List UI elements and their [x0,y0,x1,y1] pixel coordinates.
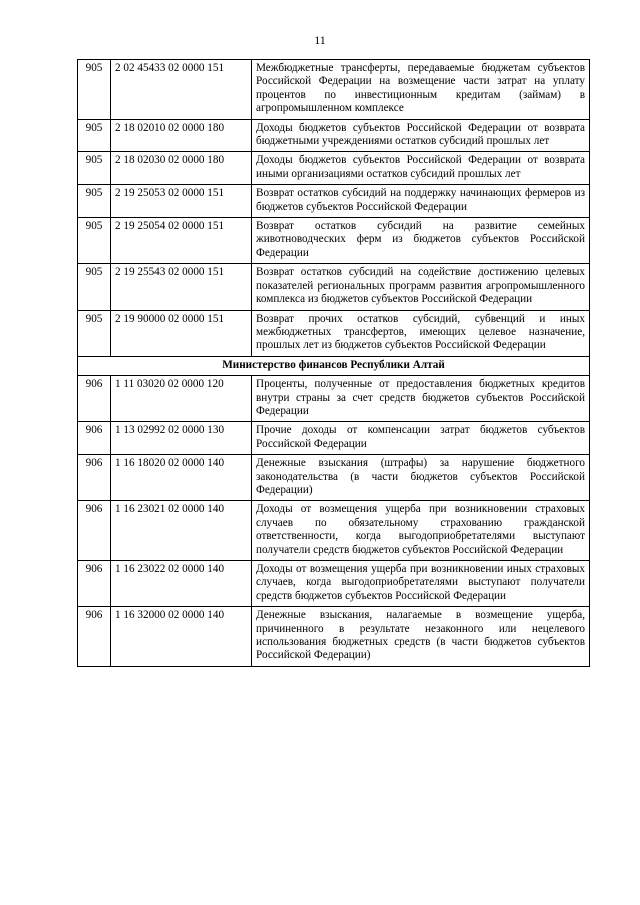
table-row [78,455,590,501]
table-row [78,607,590,667]
table-row [78,422,590,455]
description-cell: Возврат остатков субсидий на поддержку начинающих фермеров из бюджетов субъектов Российской Федерации [252,185,590,218]
admin-code-cell: 906 [78,422,111,455]
description-cell: Прочие доходы от компенсации затрат бюджетов субъектов Российской Федерации [252,422,590,455]
admin-code-cell: 905 [78,218,111,264]
budget-code-cell: 2 19 90000 02 0000 151 [111,310,252,356]
budget-code-cell: 2 18 02010 02 0000 180 [111,119,252,152]
description-cell: Проценты, полученные от предоставления бюджетных кредитов внутри страны за счет средств бюджетов субъектов Российской Федерации [252,376,590,422]
admin-code-cell: 906 [78,455,111,501]
description-cell: Доходы от возмещения ущерба при возникновении страховых случаев по обязательному страхованию гражданской ответственности, когда выгодоприобретателями выступают получатели средств бюджетов субъектов Российской Федерации [252,501,590,561]
admin-code-cell: 906 [78,607,111,667]
budget-code-cell: 1 11 03020 02 0000 120 [111,376,252,422]
table-row [78,501,590,561]
table-row [78,152,590,185]
section-heading: Министерство финансов Республики Алтай [78,356,590,375]
table-row [78,218,590,264]
table-row [78,60,590,120]
table-row [78,119,590,152]
table-row [78,310,590,356]
admin-code-cell: 906 [78,376,111,422]
table-row [78,264,590,310]
budget-classification-table [77,59,590,667]
section-row [78,356,590,375]
description-cell: Денежные взыскания (штрафы) за нарушение бюджетного законодательства (в части бюджетов субъектов Российской Федерации) [252,455,590,501]
admin-code-cell: 906 [78,561,111,607]
budget-code-cell: 1 16 23022 02 0000 140 [111,561,252,607]
budget-code-cell: 2 18 02030 02 0000 180 [111,152,252,185]
description-cell: Доходы от возмещения ущерба при возникновении иных страховых случаев, когда выгодоприобретателями выступают получатели средств бюджетов субъектов Российской Федерации [252,561,590,607]
budget-code-cell: 2 19 25054 02 0000 151 [111,218,252,264]
admin-code-cell: 905 [78,310,111,356]
budget-code-cell: 1 16 23021 02 0000 140 [111,501,252,561]
table-row [78,185,590,218]
admin-code-cell: 905 [78,119,111,152]
admin-code-cell: 905 [78,60,111,120]
description-cell: Возврат прочих остатков субсидий, субвенций и иных межбюджетных трансфертов, имеющих целевое назначение, прошлых лет из бюджетов субъектов Российской Федерации [252,310,590,356]
description-cell: Денежные взыскания, налагаемые в возмещение ущерба, причиненного в результате незаконного или нецелевого использования бюджетных средств (в части бюджетов субъектов Российской Федерации) [252,607,590,667]
description-cell: Возврат остатков субсидий на содействие достижению целевых показателей региональных программ развития агропромышленного комплекса из бюджетов субъектов Российской Федерации [252,264,590,310]
table-row [78,561,590,607]
budget-code-cell: 2 02 45433 02 0000 151 [111,60,252,120]
description-cell: Доходы бюджетов субъектов Российской Федерации от возврата иными организациями остатков субсидий прошлых лет [252,152,590,185]
budget-code-cell: 1 13 02992 02 0000 130 [111,422,252,455]
budget-code-cell: 2 19 25543 02 0000 151 [111,264,252,310]
budget-code-cell: 2 19 25053 02 0000 151 [111,185,252,218]
budget-code-cell: 1 16 32000 02 0000 140 [111,607,252,667]
table-row [78,376,590,422]
budget-code-cell: 1 16 18020 02 0000 140 [111,455,252,501]
page-number: 11 [314,33,326,47]
admin-code-cell: 905 [78,264,111,310]
admin-code-cell: 906 [78,501,111,561]
admin-code-cell: 905 [78,185,111,218]
description-cell: Возврат остатков субсидий на развитие семейных животноводческих ферм из бюджетов субъектов Российской Федерации [252,218,590,264]
description-cell: Доходы бюджетов субъектов Российской Федерации от возврата бюджетными учреждениями остатков субсидий прошлых лет [252,119,590,152]
description-cell: Межбюджетные трансферты, передаваемые бюджетам субъектов Российской Федерации на возмещение части затрат на уплату процентов по инвестиционным кредитам (займам) в агропромышленном комплексе [252,60,590,120]
admin-code-cell: 905 [78,152,111,185]
